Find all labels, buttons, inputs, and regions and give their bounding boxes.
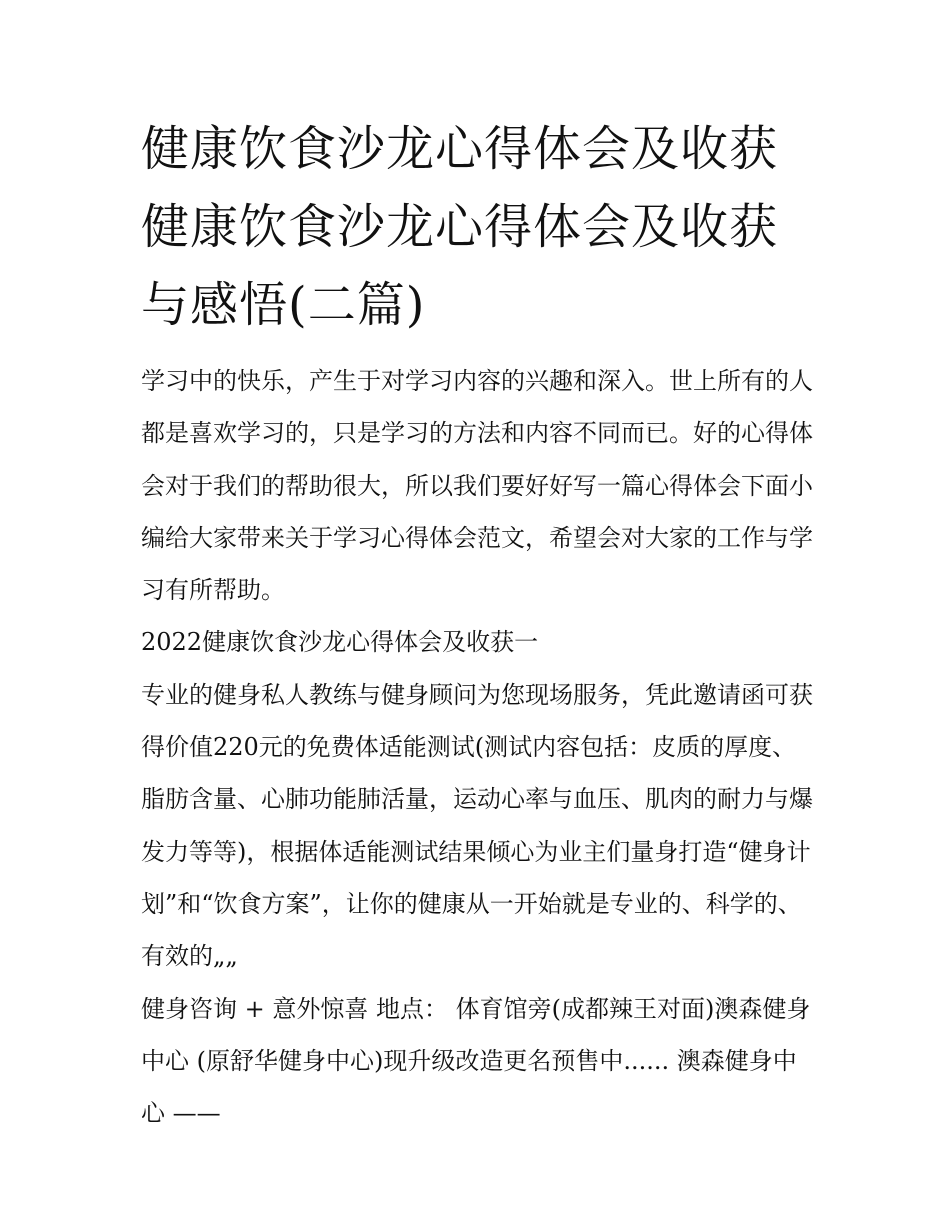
- section-heading: 2022健康饮食沙龙心得体会及收获一: [141, 628, 539, 657]
- document-body: [141, 355, 816, 1139]
- document-title: 健康饮食沙龙心得体会及收获健康饮食沙龙心得体会及收获与感悟(二篇): [141, 121, 779, 333]
- location-paragraph: 健身咨询 + 意外惊喜 地点： 体育馆旁(成都辣王对面)澳森健身中心 (原舒华健身中心)现升级改造更名预售中...... 澳森健身中心 ——: [141, 994, 811, 1128]
- fitness-service-paragraph: 专业的健身私人教练与健身顾问为您现场服务，凭此邀请函可获得价值220元的免费体适能测试(测试内容包括：皮质的厚度、脂肪含量、心肺功能肺活量，运动心率与血压、肌肉的耐力与爆发力等等)，根据体适能测试结果倾心为业主们量身打造“健身计划”和“饮食方案”，让你的健康从一开始就是专业的、科学的、有效的„„: [141, 680, 813, 971]
- intro-paragraph: 学习中的快乐，产生于对学习内容的兴趣和深入。世上所有的人都是喜欢学习的，只是学习的方法和内容不同而已。好的心得体会对于我们的帮助很大，所以我们要好好写一篇心得体会下面小编给大家带来关于学习心得体会范文，希望会对大家的工作与学习有所帮助。: [141, 367, 813, 605]
